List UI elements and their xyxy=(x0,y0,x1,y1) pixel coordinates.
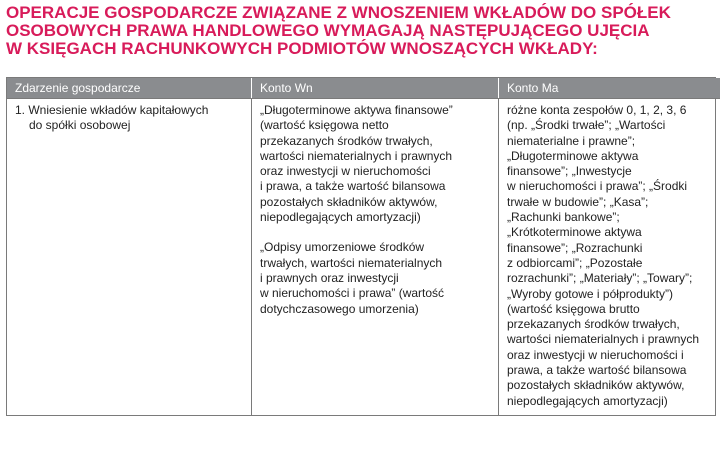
credit-text-line: w nieruchomości i prawa”; „Środki xyxy=(507,179,688,194)
accounting-table xyxy=(6,77,716,416)
credit-text-line: finansowe”; „Rozrachunki xyxy=(507,240,643,255)
credit-text-line: „Rachunki bankowe”; xyxy=(507,210,620,225)
debit-text-line: niepodlegających amortyzacji) xyxy=(260,210,421,225)
debit-text-line: w nieruchomości i prawa” (wartość xyxy=(260,286,445,301)
debit-text-line: i prawa, a także wartość bilansowa xyxy=(260,179,446,194)
debit-text-line: (wartość księgowa netto xyxy=(260,118,389,133)
debit-text-line: trwałych, wartości niematerialnych xyxy=(260,255,443,270)
credit-cell xyxy=(499,99,720,415)
credit-text-line: przekazanych środków trwałych, xyxy=(507,317,680,332)
credit-text-line: oraz inwestycji w nieruchomości i xyxy=(507,347,684,362)
table-header-row xyxy=(7,78,720,99)
page-title xyxy=(6,4,718,58)
debit-text-line: „Długoterminowe aktywa finansowe” xyxy=(260,103,453,117)
credit-text-line: pozostałych składników aktywów, xyxy=(507,378,685,393)
title-line: W KSIĘGACH RACHUNKOWYCH PODMIOTÓW WNOSZĄCYCH WKŁADY: xyxy=(6,39,598,58)
header-debit-account: Konto Wn xyxy=(252,78,499,99)
credit-text-line: (wartość księgowa brutto xyxy=(507,301,640,316)
debit-text-line: pozostałych składników aktywów, xyxy=(260,194,438,209)
debit-block-2 xyxy=(260,240,492,316)
debit-block-1 xyxy=(260,103,492,225)
credit-text-line: rozrachunki”; „Materiały”; „Towary”; xyxy=(507,271,693,286)
spacer xyxy=(260,225,492,240)
credit-text-line: niematerialne i prawne”; xyxy=(507,133,636,148)
debit-text-line: dotychczasowego umorzenia) xyxy=(260,301,419,316)
credit-text-line: finansowe”; „Inwestycje xyxy=(507,164,632,179)
credit-text-line: niepodlegających amortyzacji) xyxy=(507,393,668,408)
event-text-line: 1. Wniesienie wkładów kapitałowych xyxy=(15,103,209,117)
credit-text-line: różne konta zespołów 0, 1, 2, 3, 6 xyxy=(507,103,687,117)
header-credit-account: Konto Ma xyxy=(499,78,720,99)
event-cell xyxy=(7,99,252,415)
credit-text-line: (np. „Środki trwałe”; „Wartości xyxy=(507,118,666,133)
credit-text-line: z odbiorcami”; „Pozostałe xyxy=(507,255,643,270)
debit-text-line: oraz inwestycji w nieruchomości xyxy=(260,164,431,179)
credit-text-line: „Długoterminowe aktywa xyxy=(507,148,639,163)
debit-text-line: przekazanych środków trwałych, xyxy=(260,133,433,148)
credit-text-line: prawa, a także wartość bilansowa xyxy=(507,363,687,378)
title-line: OSOBOWYCH PRAWA HANDLOWEGO WYMAGAJĄ NASTĘPUJĄCEGO UJĘCIA xyxy=(6,21,650,40)
title-line: OPERACJE GOSPODARCZE ZWIĄZANE Z WNOSZENIEM WKŁADÓW DO SPÓŁEK xyxy=(6,3,671,22)
debit-text-line: i prawnych oraz inwestycji xyxy=(260,270,399,285)
debit-cell xyxy=(252,99,499,415)
credit-text-line: „Krótkoterminowe aktywa xyxy=(507,225,642,240)
credit-text-line: wartości niematerialnych i prawnych xyxy=(507,332,700,347)
debit-text-line: „Odpisy umorzeniowe środków xyxy=(260,240,425,255)
credit-text-line: trwałe w budowie”; „Kasa”; xyxy=(507,194,649,209)
debit-text-line: wartości niematerialnych i prawnych xyxy=(260,148,453,163)
event-text-line: do spółki osobowej xyxy=(29,118,131,133)
header-event: Zdarzenie gospodarcze xyxy=(7,78,252,99)
table-row xyxy=(7,99,720,415)
credit-text-line: „Wyroby gotowe i półprodukty”) xyxy=(507,286,673,301)
